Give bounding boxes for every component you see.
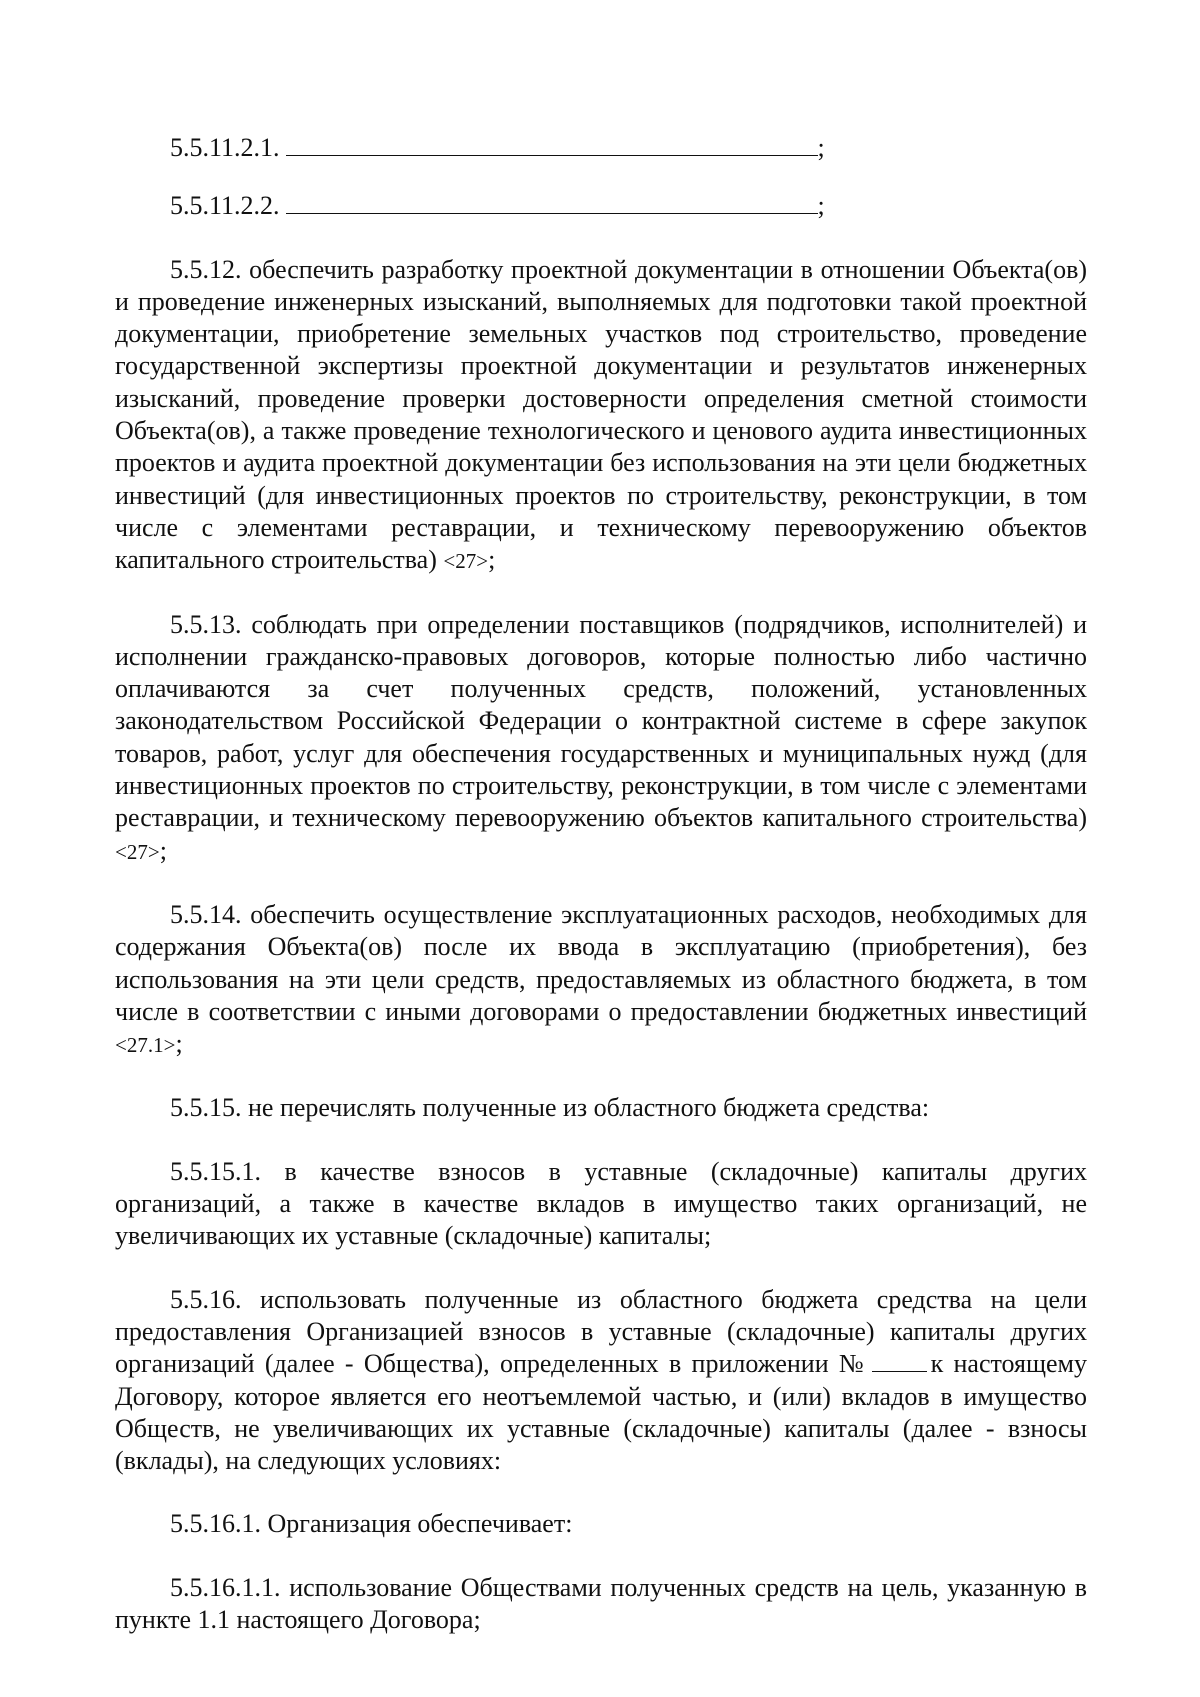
- clause-text: 5.5.14. обеспечить осуществление эксплуатационных расходов, необходимых для содержания Объекта(ов) после их ввода в эксплуатацию (приобретения), без использования на эти цели средств, предоставляемых из областного бюджета, в том числе в соответствии с иными договорами о предоставлении бюджетных инвестиций: [115, 899, 1087, 1026]
- clause-5-5-16: [115, 1284, 1087, 1478]
- fill-in-blank: [286, 135, 818, 156]
- fill-in-blank: [286, 193, 818, 214]
- clause-5-5-12: [115, 254, 1087, 578]
- clause-5-5-16-1-1: [115, 1572, 1087, 1637]
- footnote-reference: <27.1>: [115, 1033, 176, 1058]
- clause-text-continued: к настоящему Договору, которое является его неотъемлемой частью, и (или) вкладов в имущество Обществ, не увеличивающих их уставные (складочные) капиталы (далее - взносы (вклады), на следующих условиях:: [115, 1349, 1087, 1476]
- clause-terminator: ;: [817, 133, 825, 162]
- document-page: [115, 132, 1087, 1667]
- clause-5-5-13: [115, 609, 1087, 868]
- clause-terminator: ;: [175, 1029, 183, 1059]
- clause-text: 5.5.16.1.1. использование Обществами полученных средств на цель, указанную в пункте 1.1 настоящего Договора;: [115, 1572, 1087, 1634]
- clause-5-5-15: [115, 1092, 1087, 1124]
- clause-text: 5.5.16. использовать полученные из областного бюджета средства на цели предоставления Организацией взносов в уставные (складочные) капиталы других организаций (далее - Общества), определенных в приложении №: [115, 1284, 1087, 1379]
- clause-5-5-15-1: [115, 1156, 1087, 1253]
- footnote-reference: <27>: [443, 549, 489, 574]
- clause-text: 5.5.13. соблюдать при определении поставщиков (подрядчиков, исполнителей) и исполнении гражданско-правовых договоров, которые полностью либо частично оплачиваются за счет полученных средств, положений, установленных законодательством Российской Федерации о контрактной системе в сфере закупок товаров, работ, услуг для обеспечения государственных и муниципальных нужд (для инвестиционных проектов по строительству, реконструкции, в том числе с элементами реставрации, и техническому перевооружению объектов капитального строительства): [115, 609, 1087, 833]
- clause-text: 5.5.15. не перечислять полученные из областного бюджета средства:: [170, 1093, 930, 1123]
- clause-number: 5.5.11.2.2.: [170, 191, 280, 221]
- clause-terminator: ;: [488, 545, 496, 575]
- clause-number: 5.5.11.2.1.: [170, 133, 280, 162]
- appendix-number-blank: [872, 1351, 927, 1372]
- clause-text: 5.5.16.1. Организация обеспечивает:: [170, 1509, 573, 1539]
- clause-text: 5.5.12. обеспечить разработку проектной документации в отношении Объекта(ов) и проведение инженерных изысканий, выполняемых для подготовки такой проектной документации, приобретение земельных участков под строительство, проведение государственной экспертизы проектной документации и результатов инженерных изысканий, проведение проверки достоверности определения сметной стоимости Объекта(ов), а также проведение технологического и ценового аудита инвестиционных проектов и аудита проектной документации без использования на эти цели бюджетных инвестиций (для инвестиционных проектов по строительству, реконструкции, в том числе с элементами реставрации, и техническому перевооружению объектов капитального строительства): [115, 254, 1087, 575]
- footnote-reference: <27>: [115, 839, 160, 864]
- clause-5-5-14: [115, 899, 1087, 1061]
- clause-terminator: ;: [159, 835, 167, 865]
- clause-5-5-16-1: [115, 1508, 1087, 1540]
- clause-terminator: ;: [817, 191, 825, 221]
- clause-5-5-11-2-1: [115, 132, 1087, 164]
- clause-5-5-11-2-2: [115, 190, 1087, 222]
- clause-text: 5.5.15.1. в качестве взносов в уставные (складочные) капиталы других организаций, а также в качестве вкладов в имущество таких организаций, не увеличивающих их уставные (складочные) капиталы;: [115, 1156, 1087, 1251]
